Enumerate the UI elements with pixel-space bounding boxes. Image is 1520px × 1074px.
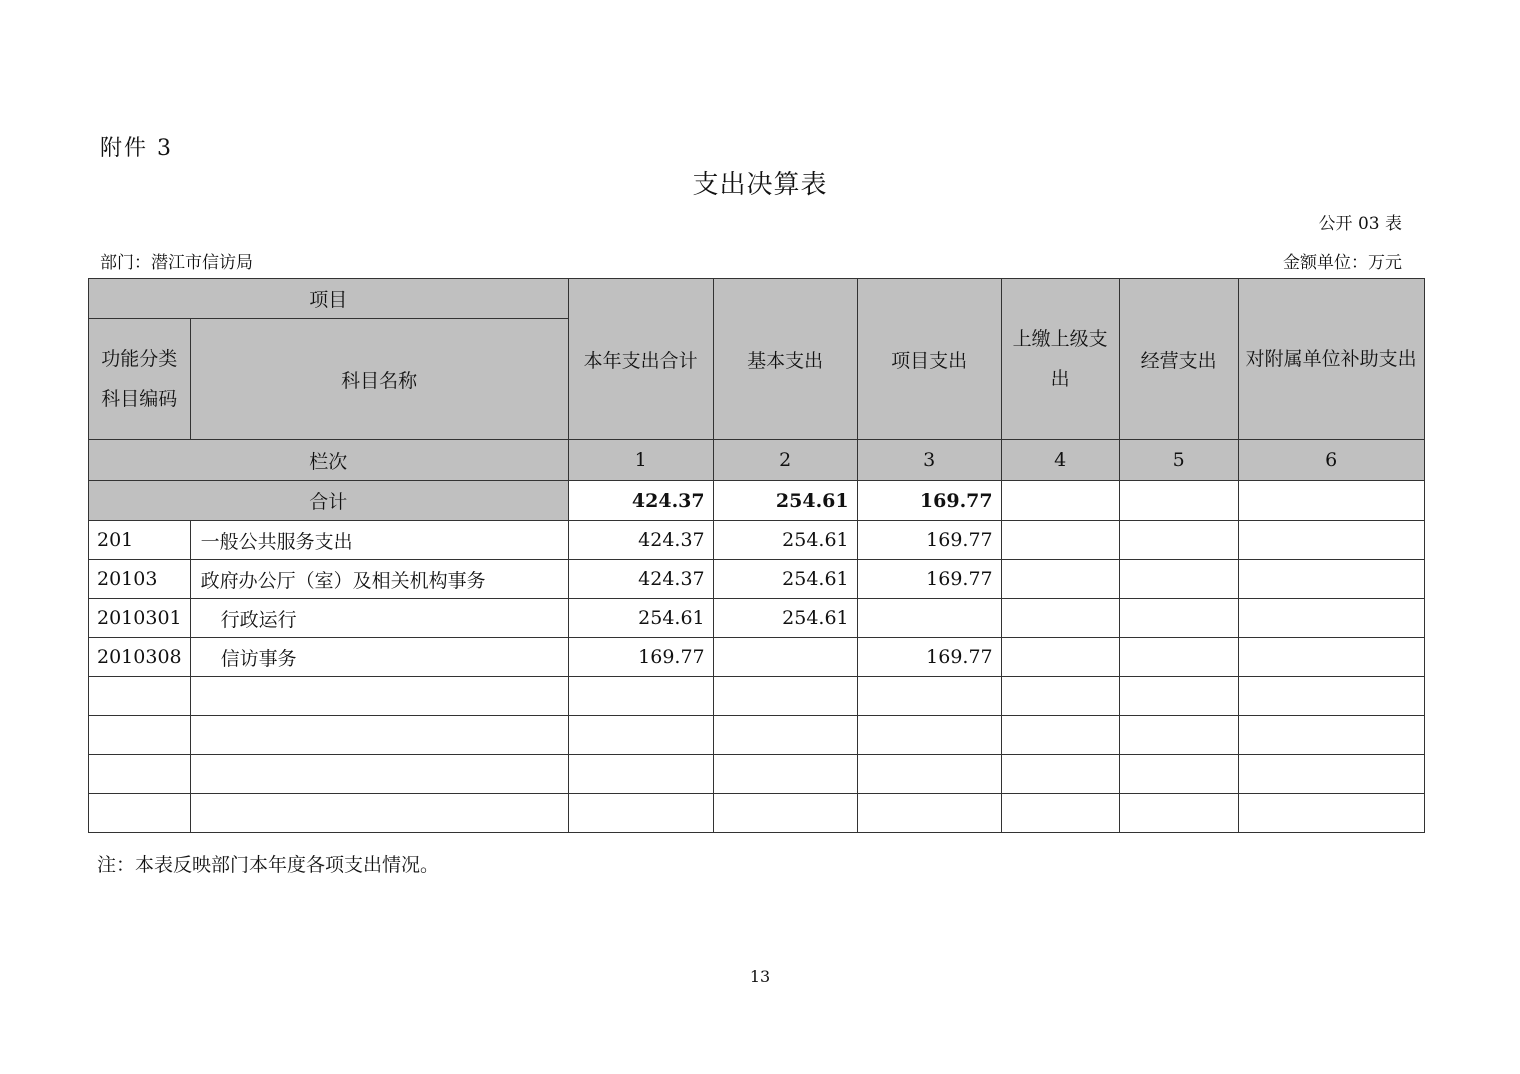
empty-cell <box>190 716 568 755</box>
header-func-code: 功能分类科目编码 <box>89 319 191 440</box>
page-number: 13 <box>749 967 771 986</box>
row-value: 169.77 <box>857 560 1001 599</box>
col-index-cell: 4 <box>1001 440 1119 481</box>
row-value <box>1238 560 1424 599</box>
row-value <box>1001 599 1119 638</box>
empty-cell <box>568 716 713 755</box>
empty-cell <box>190 794 568 833</box>
total-cell <box>1238 481 1424 521</box>
empty-cell <box>1001 677 1119 716</box>
row-value: 169.77 <box>568 638 713 677</box>
row-value: 254.61 <box>713 599 857 638</box>
row-value <box>1001 521 1119 560</box>
empty-cell <box>1238 677 1424 716</box>
total-cell: 424.37 <box>568 481 713 521</box>
empty-cell <box>190 755 568 794</box>
empty-cell <box>713 755 857 794</box>
row-value <box>1119 521 1238 560</box>
header-col3: 项目支出 <box>857 279 1001 440</box>
row-value: 424.37 <box>568 521 713 560</box>
row-value <box>1119 599 1238 638</box>
empty-cell <box>857 755 1001 794</box>
row-value <box>1238 521 1424 560</box>
row-code: 201 <box>89 521 191 560</box>
header-item-group: 项目 <box>89 279 569 319</box>
row-value: 424.37 <box>568 560 713 599</box>
empty-row <box>89 677 1425 716</box>
empty-cell <box>857 677 1001 716</box>
header-col4: 上缴上级支出 <box>1001 279 1119 440</box>
row-name: 行政运行 <box>190 599 568 638</box>
header-col6: 对附属单位补助支出 <box>1238 279 1424 440</box>
form-number: 公开 03 表 <box>1318 214 1402 234</box>
col-index-cell: 2 <box>713 440 857 481</box>
col-index-cell: 1 <box>568 440 713 481</box>
total-row <box>89 481 1425 521</box>
total-label: 合计 <box>89 481 569 521</box>
table-row <box>89 521 1425 560</box>
expenditure-table <box>88 278 1425 833</box>
row-code: 2010301 <box>89 599 191 638</box>
empty-cell <box>1001 794 1119 833</box>
col-index-cell: 6 <box>1238 440 1424 481</box>
row-code: 2010308 <box>89 638 191 677</box>
row-value <box>1119 560 1238 599</box>
total-cell <box>1119 481 1238 521</box>
empty-cell <box>1001 716 1119 755</box>
col-index-cell: 5 <box>1119 440 1238 481</box>
row-value: 254.61 <box>568 599 713 638</box>
table-row <box>89 638 1425 677</box>
total-cell <box>1001 481 1119 521</box>
row-name: 一般公共服务支出 <box>190 521 568 560</box>
department-label: 部门：潜江市信访局 <box>100 253 253 273</box>
empty-cell <box>89 794 191 833</box>
amount-unit-label: 金额单位：万元 <box>1283 253 1402 273</box>
empty-cell <box>1119 755 1238 794</box>
total-cell: 254.61 <box>713 481 857 521</box>
table-note: 注：本表反映部门本年度各项支出情况。 <box>97 854 440 876</box>
empty-cell <box>568 794 713 833</box>
empty-cell <box>857 794 1001 833</box>
empty-row <box>89 794 1425 833</box>
row-value <box>1001 638 1119 677</box>
page-title: 支出决算表 <box>692 170 828 200</box>
header-col5: 经营支出 <box>1119 279 1238 440</box>
empty-cell <box>713 794 857 833</box>
empty-cell <box>1238 794 1424 833</box>
empty-cell <box>89 716 191 755</box>
total-cell: 169.77 <box>857 481 1001 521</box>
col-index-row <box>89 440 1425 481</box>
row-value: 169.77 <box>857 638 1001 677</box>
header-col2: 基本支出 <box>713 279 857 440</box>
empty-cell <box>1238 716 1424 755</box>
empty-cell <box>89 755 191 794</box>
empty-cell <box>568 677 713 716</box>
empty-cell <box>713 716 857 755</box>
row-code: 20103 <box>89 560 191 599</box>
empty-row <box>89 755 1425 794</box>
row-value <box>713 638 857 677</box>
empty-cell <box>568 755 713 794</box>
empty-cell <box>857 716 1001 755</box>
empty-cell <box>1119 794 1238 833</box>
row-value <box>1238 638 1424 677</box>
empty-cell <box>1119 677 1238 716</box>
row-name: 政府办公厅（室）及相关机构事务 <box>190 560 568 599</box>
header-subject-name: 科目名称 <box>190 319 568 440</box>
empty-cell <box>1119 716 1238 755</box>
empty-cell <box>1238 755 1424 794</box>
row-value: 254.61 <box>713 560 857 599</box>
row-value <box>857 599 1001 638</box>
empty-cell <box>190 677 568 716</box>
empty-cell <box>1001 755 1119 794</box>
empty-cell <box>713 677 857 716</box>
row-value <box>1001 560 1119 599</box>
header-row-1 <box>89 279 1425 319</box>
empty-cell <box>89 677 191 716</box>
table-row <box>89 560 1425 599</box>
header-col1: 本年支出合计 <box>568 279 713 440</box>
row-value <box>1238 599 1424 638</box>
attachment-label: 附件 3 <box>100 136 173 161</box>
row-name: 信访事务 <box>190 638 568 677</box>
row-value: 254.61 <box>713 521 857 560</box>
col-index-cell: 3 <box>857 440 1001 481</box>
col-index-label: 栏次 <box>89 440 569 481</box>
row-value: 169.77 <box>857 521 1001 560</box>
empty-row <box>89 716 1425 755</box>
table-row <box>89 599 1425 638</box>
row-value <box>1119 638 1238 677</box>
